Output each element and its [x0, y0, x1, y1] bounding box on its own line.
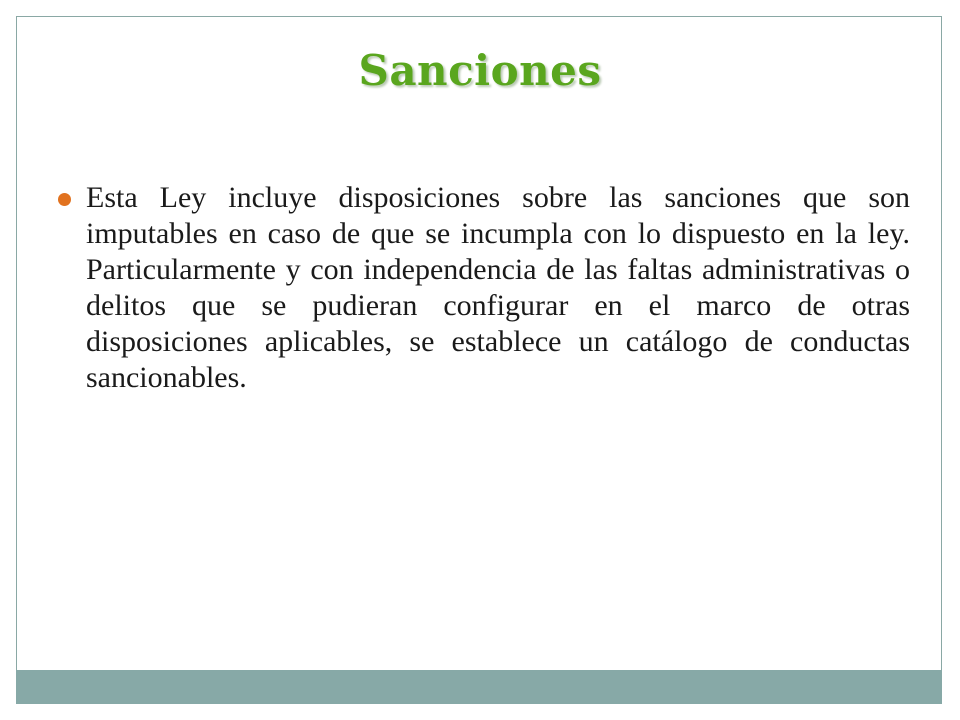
bullet-dot-icon	[58, 193, 71, 206]
slide-title: Sanciones	[358, 46, 602, 95]
footer-band	[16, 670, 942, 704]
bullet-item	[58, 180, 910, 396]
bullet-text: Esta Ley incluye disposiciones sobre las sanciones que son imputables en caso de que se incumpla con lo dispuesto en la ley. Particularmente y con independencia de las faltas administrativas o delitos que se pudieran configurar en el marco de otras disposiciones aplicables, se establece un catálogo de conductas sancionables.	[86, 181, 910, 394]
slide-body	[58, 180, 910, 396]
